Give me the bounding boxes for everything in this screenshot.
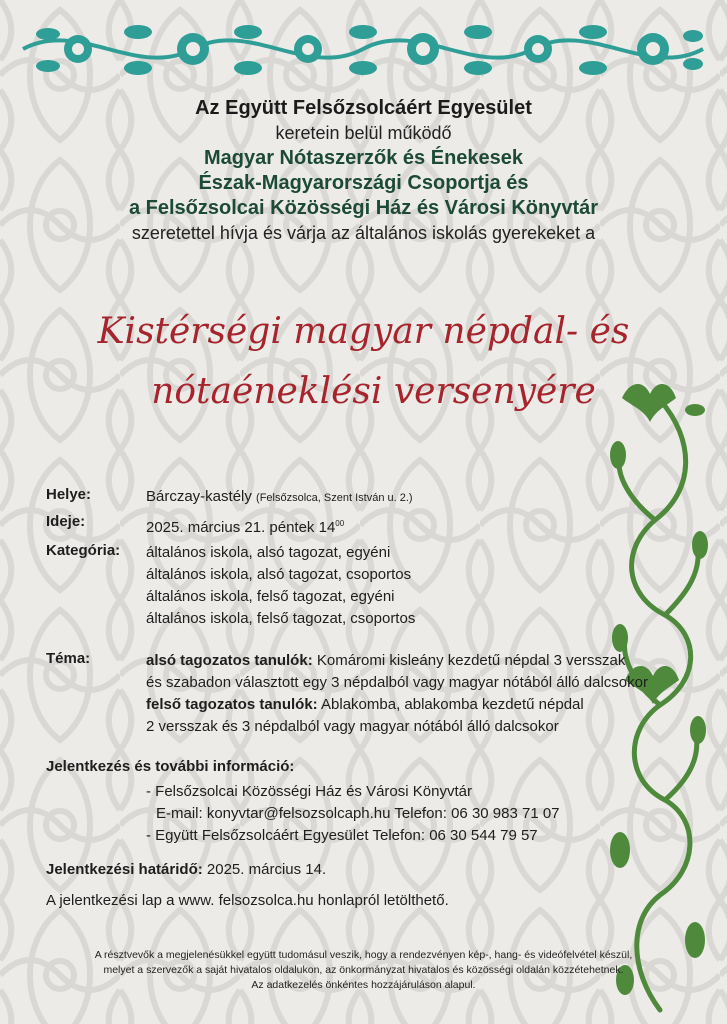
- time-minutes: 00: [335, 519, 345, 528]
- floral-top-border: [18, 14, 708, 84]
- time-label: Ideje:: [46, 513, 86, 530]
- deadline-label: Jelentkezési határidő:: [46, 861, 203, 878]
- invitation-text: szeretettel hívja és várja az általános iskolás gyerekeket a: [131, 223, 596, 243]
- group-name-line3: a Felsőzsolcai Közösségi Ház és Városi Könyvtár: [128, 197, 599, 219]
- theme-upper-text2: 2 versszak és 3 népdalból vagy magyar nótából álló dalcsokor: [146, 718, 559, 735]
- disclaimer-line1: A résztvevők a megjelenésükkel együtt tudomásul veszik, hogy a rendezvényen kép-, hang- és videófelvétel készül,: [94, 949, 633, 961]
- category-item: általános iskola, felső tagozat, egyéni: [146, 588, 395, 605]
- group-name-line1: Magyar Nótaszerzők és Énekesek: [203, 147, 524, 169]
- place-label: Helye:: [46, 486, 92, 503]
- theme-content: [146, 650, 648, 738]
- theme-lower-label: alsó tagozatos tanulók:: [146, 652, 313, 669]
- category-label: Kategória:: [46, 542, 121, 559]
- disclaimer-line3: Az adatkezelés önkéntes hozzájáruláson alapul.: [251, 979, 476, 991]
- contact-library: - Felsőzsolcai Közösségi Ház és Városi Könyvtár: [146, 783, 472, 800]
- category-item: általános iskola, alsó tagozat, egyéni: [146, 544, 391, 561]
- theme-lower-text1: Komáromi kisleány kezdetű népdal 3 versszak: [316, 652, 626, 669]
- disclaimer-line2: melyet a szervezők a saját hivatalos oldalukon, az önkormányzat hivatalos és közösségi oldalán közzétehetnek.: [103, 964, 624, 976]
- contact-lines: [146, 781, 560, 847]
- event-title: [0, 310, 727, 414]
- theme-label: Téma:: [46, 650, 91, 667]
- intro-block: [0, 96, 727, 246]
- group-name-line2: Észak-Magyarországi Csoportja és: [198, 172, 529, 194]
- organizer-name: Az Együtt Felsőzsolcáért Egyesület: [195, 97, 532, 119]
- organizer-within: keretein belül működő: [275, 123, 452, 143]
- event-title-line2: nótaéneklési versenyére: [151, 371, 596, 412]
- theme-upper-label: felső tagozatos tanulók:: [146, 696, 318, 713]
- deadline-value: 2025. március 14.: [206, 861, 327, 878]
- event-title-line1: Kistérségi magyar népdal- és: [97, 311, 630, 352]
- contact-heading: Jelentkezés és további információ:: [46, 758, 295, 775]
- footer-disclaimer: [0, 948, 727, 993]
- place-value: Bárczay-kastély: [146, 488, 252, 505]
- download-note: A jelentkezési lap a www. felsozsolca.hu honlapról letölthető.: [46, 892, 449, 909]
- deadline-row: [46, 861, 326, 878]
- category-item: általános iskola, felső tagozat, csoportos: [146, 610, 416, 627]
- contact-association: - Együtt Felsőzsolcáért Egyesület Telefon: 06 30 544 79 57: [146, 827, 538, 844]
- theme-upper-text1: Ablakomba, ablakomba kezdetű népdal: [321, 696, 584, 713]
- place-address: (Felsőzsolca, Szent István u. 2.): [256, 492, 413, 504]
- category-list: [146, 542, 415, 630]
- category-item: általános iskola, alsó tagozat, csoportos: [146, 566, 412, 583]
- time-value: 2025. március 21. péntek 14: [146, 519, 336, 536]
- contact-library-email-phone: E-mail: konyvtar@felsozsolcaph.hu Telefon: 06 30 983 71 07: [156, 805, 560, 822]
- theme-lower-text2: és szabadon választott egy 3 népdalból vagy magyar nótából álló dalcsokor: [146, 674, 648, 691]
